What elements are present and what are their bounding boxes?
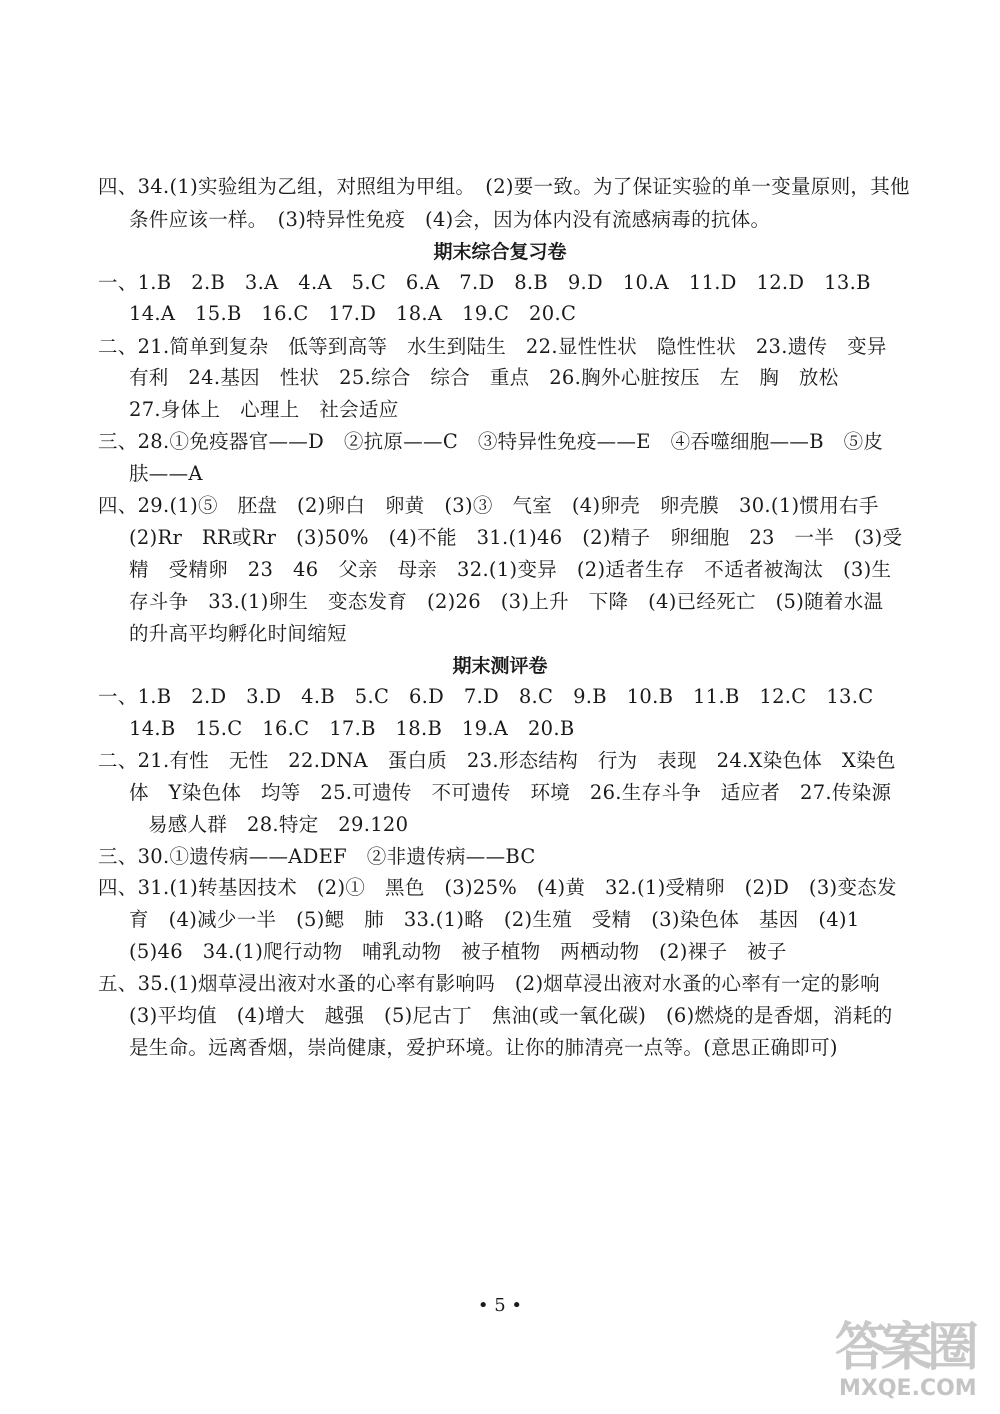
answer-line: 存斗争 33.(1)卵生 变态发育 (2)26 (3)上升 下降 (4)已经死亡 (5)随着水温 [129,590,884,613]
answer-line: 体 Y染色体 均等 25.可遗传 不可遗传 环境 26.生存斗争 适应者 27.传染源 [129,781,892,804]
answer-line: 二、21.简单到复杂 低等到高等 水生到陆生 22.显性性状 隐性性状 23.遗传 变异 [98,335,887,358]
answer-line: 四、34.(1)实验组为乙组，对照组为甲组。 (2)要一致。为了保证实验的单一变量原则，其他 [98,175,910,198]
answer-line: 易感人群 28.特定 29.120 [148,813,409,836]
watermark-logo: 答案圈 [835,1318,974,1378]
answer-line: (5)46 34.(1)爬行动物 哺乳动物 被子植物 两栖动物 (2)裸子 被子 [129,940,787,963]
answer-line: 三、28.①免疫器官——D ②抗原——C ③特异性免疫——E ④吞噬细胞——B ⑤皮 [98,430,884,453]
answer-line: 五、35.(1)烟草浸出液对水蚤的心率有影响吗 (2)烟草浸出液对水蚤的心率有一定的影响 [98,972,880,995]
answer-line: 一、1.B 2.B 3.A 4.A 5.C 6.A 7.D 8.B 9.D 10.A 11.D 12.D 13.B [98,271,871,294]
answer-line: 精 受精卵 23 46 父亲 母亲 32.(1)变异 (2)适者生存 不适者被淘汰 (3)生 [129,558,892,581]
answer-line: 四、31.(1)转基因技术 (2)① 黑色 (3)25% (4)黄 32.(1)受精卵 (2)D (3)变态发 [98,876,897,899]
answer-line: (2)Rr RR或Rr (3)50% (4)不能 31.(1)46 (2)精子 卵细胞 23 一半 (3)受 [129,526,903,549]
answer-line: 育 (4)减少一半 (5)鳃 肺 33.(1)略 (2)生殖 受精 (3)染色体 基因 (4)1 [129,908,860,931]
answer-line: 四、29.(1)⑤ 胚盘 (2)卵白 卵黄 (3)③ 气室 (4)卵壳 卵壳膜 30.(1)惯用右手 [98,494,879,517]
answer-line: 肤——A [129,462,203,485]
section-title: 期末测评卷 [452,655,548,677]
answer-line: 有利 24.基因 性状 25.综合 综合 重点 26.胸外心脏按压 左 胸 放松 [129,366,839,389]
answer-line: 条件应该一样。 (3)特异性免疫 (4)会，因为体内没有流感病毒的抗体。 [129,208,771,231]
answer-line: 三、30.①遗传病——ADEF ②非遗传病——BC [98,845,536,868]
answer-line: 的升高平均孵化时间缩短 [129,622,347,645]
section-title: 期末综合复习卷 [433,241,567,263]
answer-line: 是生命。远离香烟，崇尚健康，爱护环境。让你的肺清亮一点等。(意思正确即可) [129,1036,838,1059]
answer-line: 一、1.B 2.D 3.D 4.B 5.C 6.D 7.D 8.C 9.B 10.B 11.B 12.C 13.C [98,685,874,708]
watermark-url: MXQE.COM [839,1376,977,1401]
page-number: • 5 • [477,1295,523,1316]
watermark [835,1318,995,1410]
answer-line: (3)平均值 (4)增大 越强 (5)尼古丁 焦油(或一氧化碳) (6)燃烧的是香烟，消耗的 [129,1004,893,1027]
answer-line: 14.B 15.C 16.C 17.B 18.B 19.A 20.B [129,717,575,740]
answer-line: 27.身体上 心理上 社会适应 [129,398,399,421]
answer-line: 14.A 15.B 16.C 17.D 18.A 19.C 20.C [129,302,577,325]
answer-line: 二、21.有性 无性 22.DNA 蛋白质 23.形态结构 行为 表现 24.X染色体 X染色 [98,749,896,772]
